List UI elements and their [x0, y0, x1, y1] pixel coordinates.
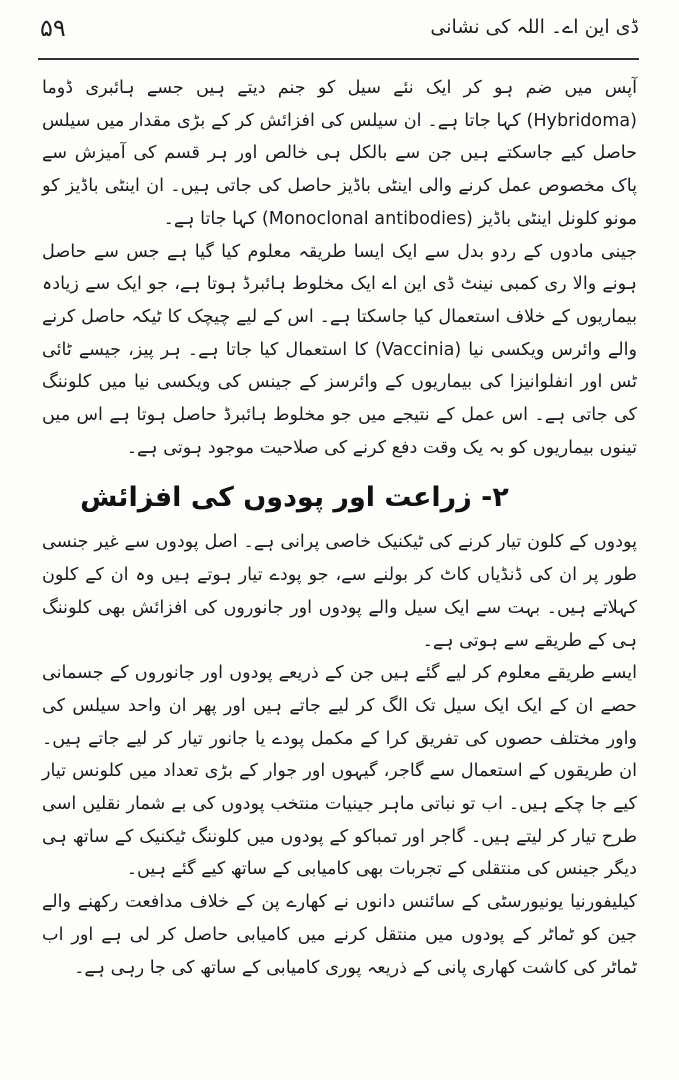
paragraph: آپس میں ضم ہو کر ایک نئے سیل کو جنم دیتے ہیں جسے ہائبری ڈوما (Hybridoma) کہا جاتا ہے۔ ان سیلس کی افزائش کر کے بڑی مقدار میں سیلس حاصل کیے جاسکتے ہیں جن سے بالکل ہی خالص اور ہر قسم کی آمیزش سے پاک مخصوص عمل کرنے والی اینٹی باڈیز حاصل کی جاتی ہیں۔ ان اینٹی باڈیز کو مونو کلونل اینٹی باڈیز (Monoclonal antibodies) کہا جاتا ہے۔ [42, 78, 637, 229]
page-header [40, 14, 639, 54]
paragraph: پودوں کے کلون تیار کرنے کی ٹیکنیک خاصی پرانی ہے۔ اصل پودوں سے غیر جنسی طور پر ان کی ڈنڈیاں کاٹ کر بولنے سے، جو پودے تیار ہوتے ہیں وہ ان کے کلون کہلاتے ہیں۔ بہت سے ایک سیل والے پودوں اور جانوروں کی افزائش بھی کلوننگ ہی کے طریقے سے ہوتی ہے۔ [42, 532, 637, 651]
running-title: ڈی این اے۔ اللہ کی نشانی [430, 16, 639, 38]
header-rule [38, 58, 639, 60]
paragraph: جینی مادوں کے ردو بدل سے ایک ایسا طریقہ معلوم کیا گیا ہے جس سے حاصل ہونے والا ری کمبی نینٹ ڈی این اے ایک مخلوط ہائبرڈ ہوتا ہے، جو ایک سے زیادہ بیماریوں کے خلاف استعمال کیا جاسکتا ہے۔ اس کے لیے چیچک کا ٹیکہ حاصل کرنے والے وائرس ویکسی نیا (Vaccinia) کا استعمال کیا جاتا ہے۔ ہر پیز، جیسے ٹائی ٹس اور انفلوانیزا کی بیماریوں کے وائرسز کے جینس کی ویکسی نیا میں کلوننگ کی جاتی ہے۔ اس عمل کے نتیجے میں جو مخلوط ہائبرڈ حاصل ہوتا ہے اس میں تینوں بیماریوں کو بہ یک وقت دفع کرنے کی صلاحیت موجود ہوتی ہے۔ [42, 241, 637, 458]
paragraph: کیلیفورنیا یونیورسٹی کے سائنس دانوں نے کھارے پن کے خلاف مدافعت رکھنے والے جین کو ٹماٹر کے پودوں میں منتقل کرنے میں کامیابی حاصل کر لی ہے اور اب ٹماٹر کی کاشت کھاری پانی کے ذریعہ پوری کامیابی کے ساتھ کی جا رہی ہے۔ [42, 892, 637, 978]
page-number: ۵۹ [40, 14, 66, 42]
page-body [42, 72, 637, 984]
paragraph: ایسے طریقے معلوم کر لیے گئے ہیں جن کے ذریعے پودوں اور جانوروں کے جسمانی حصے ان کے ایک ایک سیل تک الگ کر لیے جاتے ہیں اور پھر ان واحد سیلس کی واور مختلف حصوں کی تفریق کرا کے مکمل پودے یا جانور تیار کر لیے جاتے ہیں۔ ان طریقوں کے استعمال سے گاجر، گیہوں اور جوار کے بڑی تعداد میں کلونس تیار کیے جا چکے ہیں۔ اب تو نباتی ماہر جینیات منتخب پودوں کی بے شمار نقلیں اسی طرح تیار کر لیتے ہیں۔ گاجر اور تمباکو کے پودوں میں کلوننگ ٹیکنیک کے ساتھ ہی دیگر جینس کی منتقلی کے تجربات بھی کامیابی کے ساتھ کیے گئے ہیں۔ [42, 663, 637, 880]
section-heading: ۲- زراعت اور پودوں کی افزائش [80, 482, 509, 514]
